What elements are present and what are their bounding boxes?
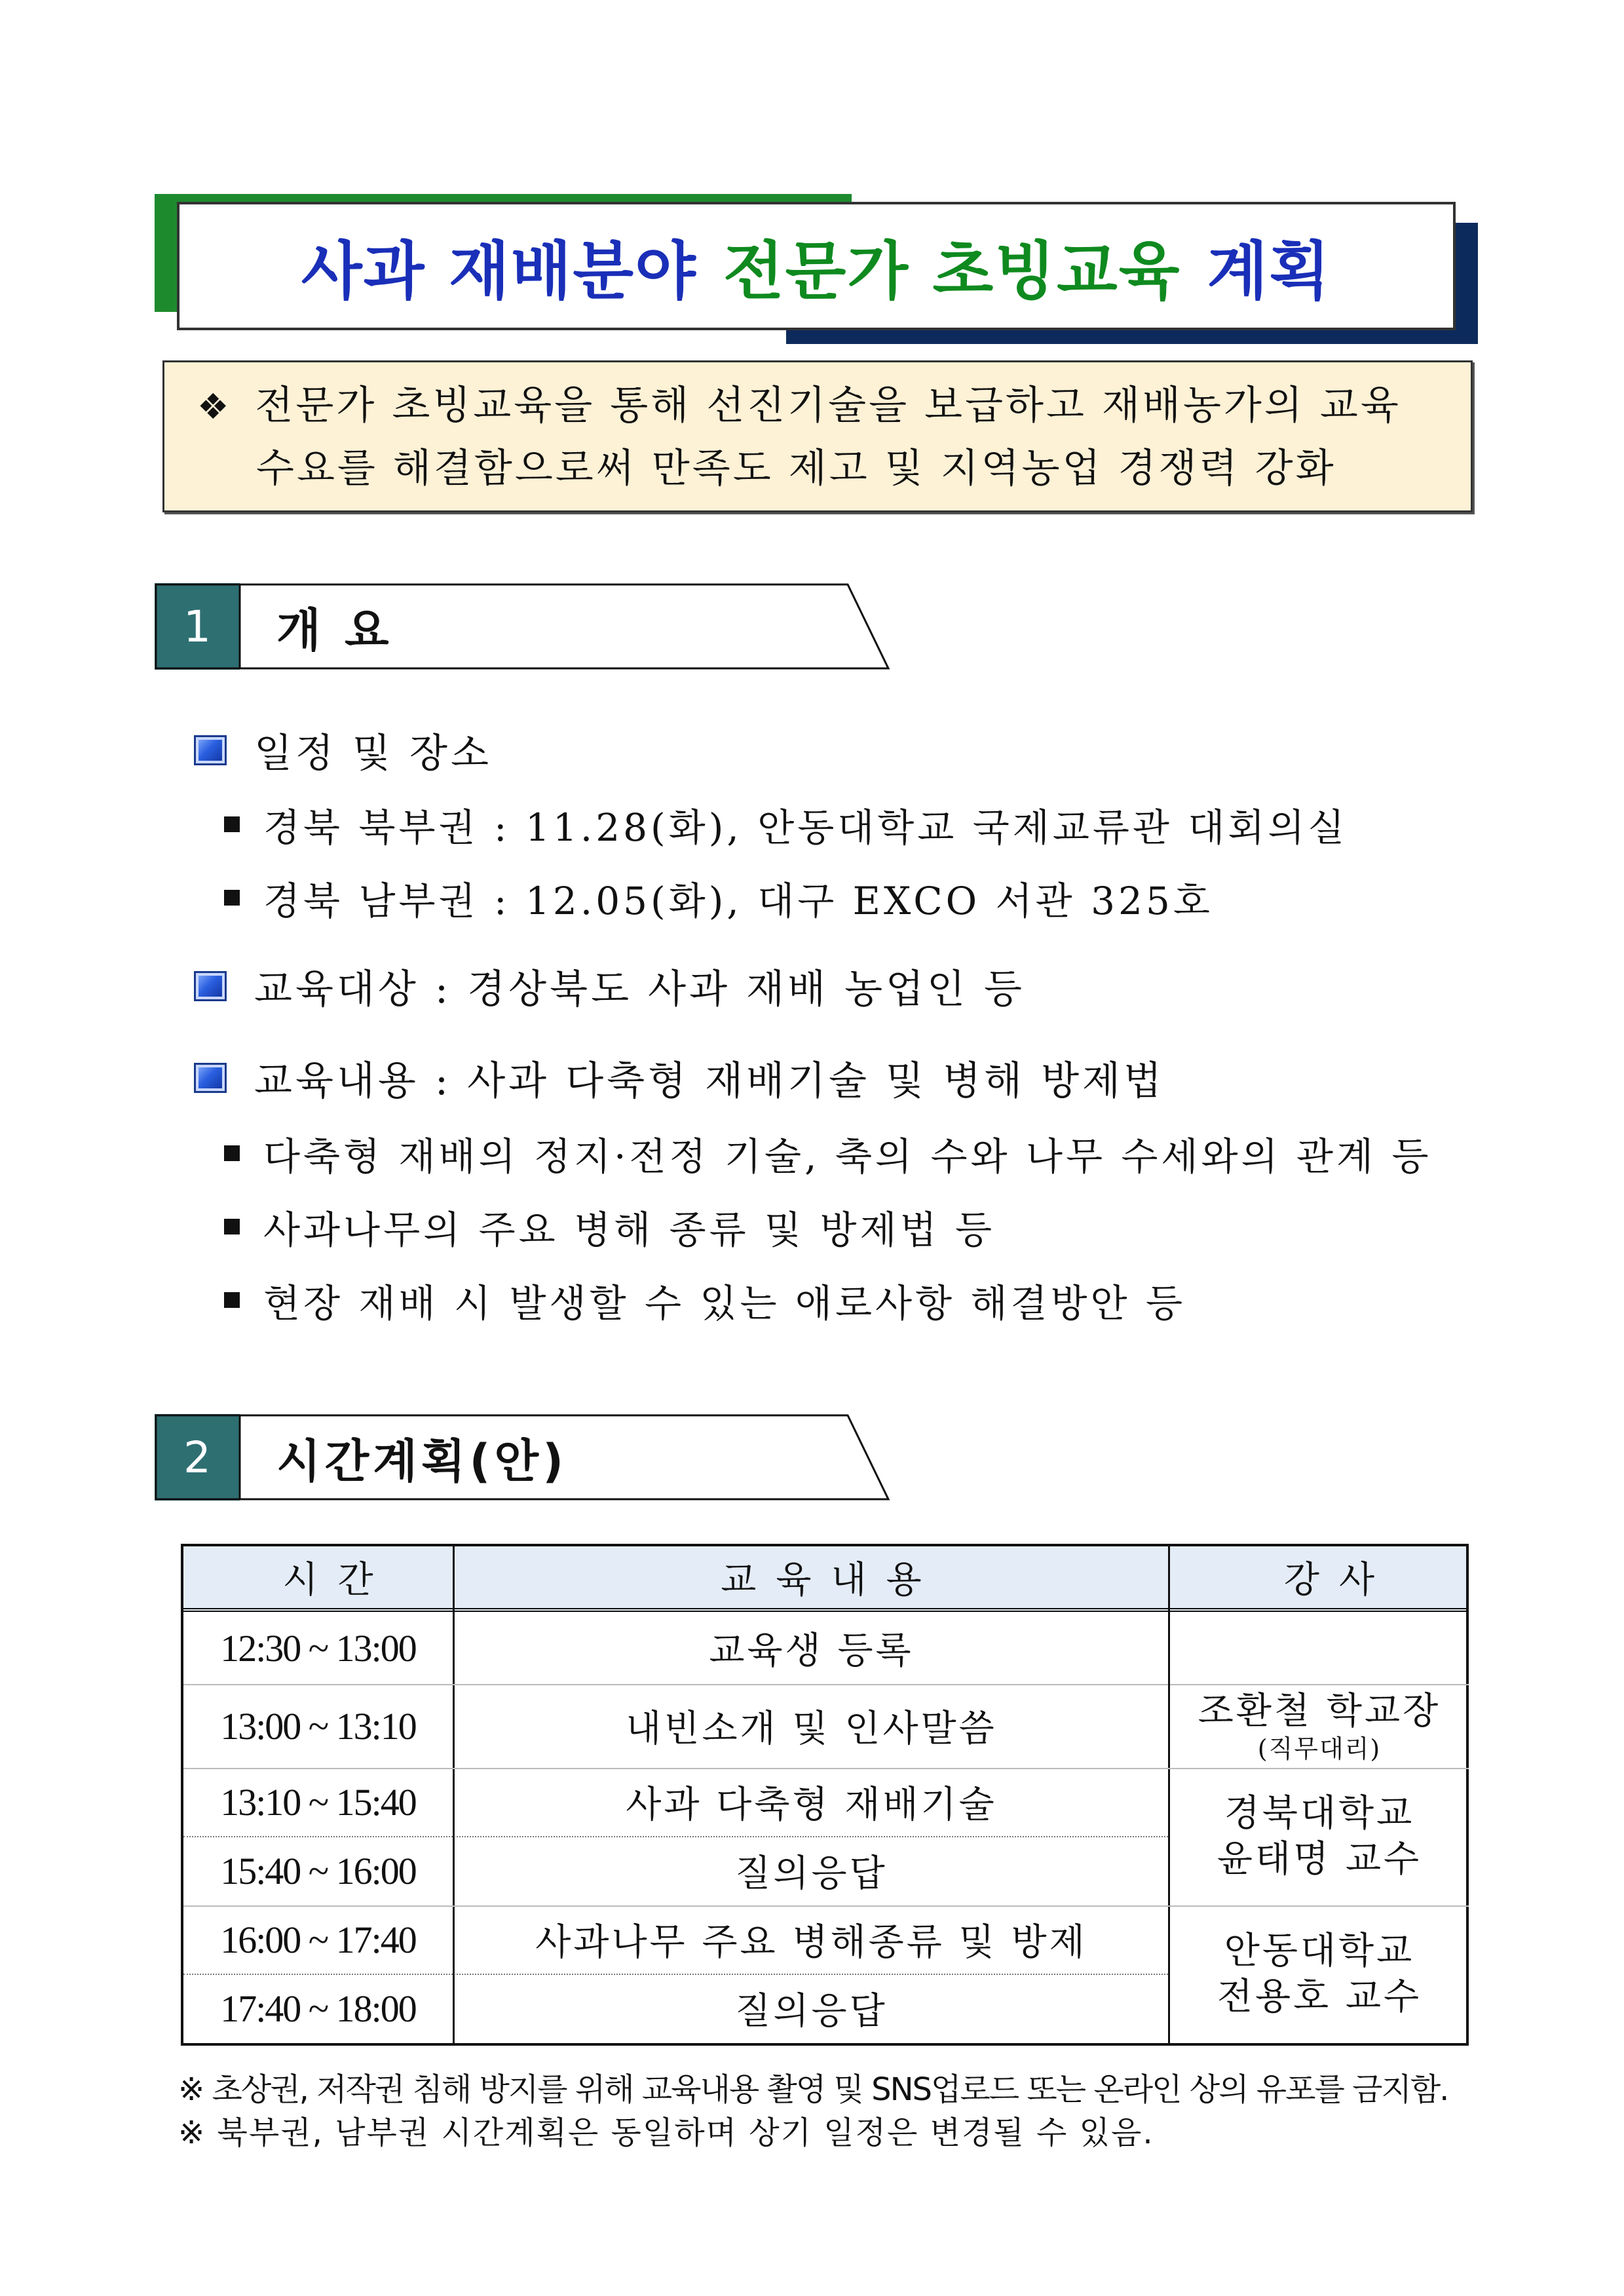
instructor-cell <box>1170 1768 1469 1905</box>
blue-square-bullet-icon <box>194 971 227 1001</box>
instructor-title: (직무대리) <box>1257 1734 1382 1763</box>
bullet-item-text: 일정 및 장소 <box>254 731 492 776</box>
table-row-time: 16:00 ~ 17:40 <box>220 1918 416 1961</box>
table-row-time: 15:40 ~ 16:00 <box>220 1849 416 1892</box>
summary-box <box>162 360 1473 512</box>
sub-item-text: 경북 북부권 : 11.28(화), 안동대학교 국제교류관 대회의실 <box>263 805 1348 850</box>
sub-item-text: 사과나무의 주요 병해 종류 및 방제법 등 <box>263 1208 996 1252</box>
section-header-2 <box>155 1414 891 1501</box>
instructor-affiliation: 안동대학교 <box>1224 1930 1415 1972</box>
table-row-content: 질의응답 <box>735 1990 888 2033</box>
sub-item-pruning <box>224 1127 1432 1179</box>
summary-line1-text: 전문가 초빙교육을 통해 선진기술을 보급하고 재배농가의 교육 <box>255 383 1401 429</box>
table-row-time: 13:10 ~ 15:40 <box>220 1780 416 1824</box>
table-row-content: 사과나무 주요 병해종류 및 방제 <box>535 1921 1087 1964</box>
section-header-shape <box>155 583 891 670</box>
sub-item-north <box>224 798 1348 851</box>
black-square-bullet-icon <box>224 1292 240 1308</box>
note-schedule: ※ 북부권, 남부권 시간계획은 동일하며 상기 일정은 변경될 수 있음. <box>178 2114 1154 2151</box>
title-part1: 사과 재배분야 <box>301 234 697 308</box>
table-row-content: 교육생 등록 <box>709 1630 914 1672</box>
summary-line2: 수요를 해결함으로써 만족도 제고 및 지역농업 경쟁력 강화 <box>256 446 1336 491</box>
bullet-item-schedule <box>194 721 492 780</box>
bullet-item-content <box>194 1048 1165 1107</box>
table-header-instructor: 강사 <box>1283 1559 1395 1601</box>
blue-square-bullet-icon <box>194 1063 227 1093</box>
table-header-content: 교육내용 <box>721 1559 941 1601</box>
instructor-name: 조환철 학교장 <box>1198 1690 1441 1732</box>
black-square-bullet-icon <box>224 1145 240 1161</box>
section-number: 1 <box>183 601 211 652</box>
instructor-name: 윤태명 교수 <box>1217 1838 1422 1881</box>
sub-item-disease <box>224 1200 995 1253</box>
table-row-time: 13:00 ~ 13:10 <box>220 1704 416 1748</box>
table-row-content: 질의응답 <box>735 1852 888 1895</box>
instructor-cell <box>1170 1684 1469 1768</box>
bullet-item-text: 교육내용 : 사과 다축형 재배기술 및 병해 방제법 <box>254 1058 1165 1104</box>
title-part3: 계획 <box>1207 234 1331 308</box>
schedule-table <box>181 1544 1469 2046</box>
black-square-bullet-icon <box>224 1219 240 1234</box>
section-header-1 <box>155 583 891 670</box>
bullet-item-target <box>194 957 1025 1016</box>
section-number: 2 <box>183 1432 211 1483</box>
sub-item-field <box>224 1274 1186 1326</box>
diamond-bullet-icon: ❖ <box>197 386 232 427</box>
black-square-bullet-icon <box>224 816 240 832</box>
title-part2: 전문가 초빙교육 <box>723 234 1181 308</box>
table-header-time: 시간 <box>282 1559 393 1601</box>
blue-square-bullet-icon <box>194 735 227 765</box>
black-square-bullet-icon <box>224 890 240 906</box>
bullet-item-text: 교육대상 : 경상북도 사과 재배 농업인 등 <box>254 966 1026 1012</box>
table-row-time: 17:40 ~ 18:00 <box>220 1987 416 2030</box>
section-label: 시간계획(안) <box>276 1434 568 1488</box>
summary-line1 <box>197 374 1401 438</box>
sub-item-text: 경북 남부권 : 12.05(화), 대구 EXCO 서관 325호 <box>263 879 1213 923</box>
instructor-name: 전용호 교수 <box>1217 1976 1422 2018</box>
table-row-content: 내빈소개 및 인사말씀 <box>626 1708 997 1750</box>
sub-item-text: 다축형 재배의 정지·전정 기술, 축의 수와 나무 수세와의 관계 등 <box>263 1134 1432 1179</box>
sub-item-south <box>224 871 1213 924</box>
section-label: 개 요 <box>276 603 393 657</box>
table-row-time: 12:30 ~ 13:00 <box>220 1626 416 1670</box>
sub-item-text: 현장 재배 시 발생할 수 있는 애로사항 해결방안 등 <box>263 1281 1186 1326</box>
table-row-content: 사과 다축형 재배기술 <box>626 1784 997 1826</box>
instructor-cell <box>1170 1905 1469 2043</box>
page-title <box>177 202 1456 330</box>
note-copyright: ※ 초상권, 저작권 침해 방지를 위해 교육내용 촬영 및 SNS업로드 또는 온라인 상의 유포를 금지함. <box>178 2071 1448 2108</box>
instructor-affiliation: 경북대학교 <box>1224 1792 1415 1835</box>
